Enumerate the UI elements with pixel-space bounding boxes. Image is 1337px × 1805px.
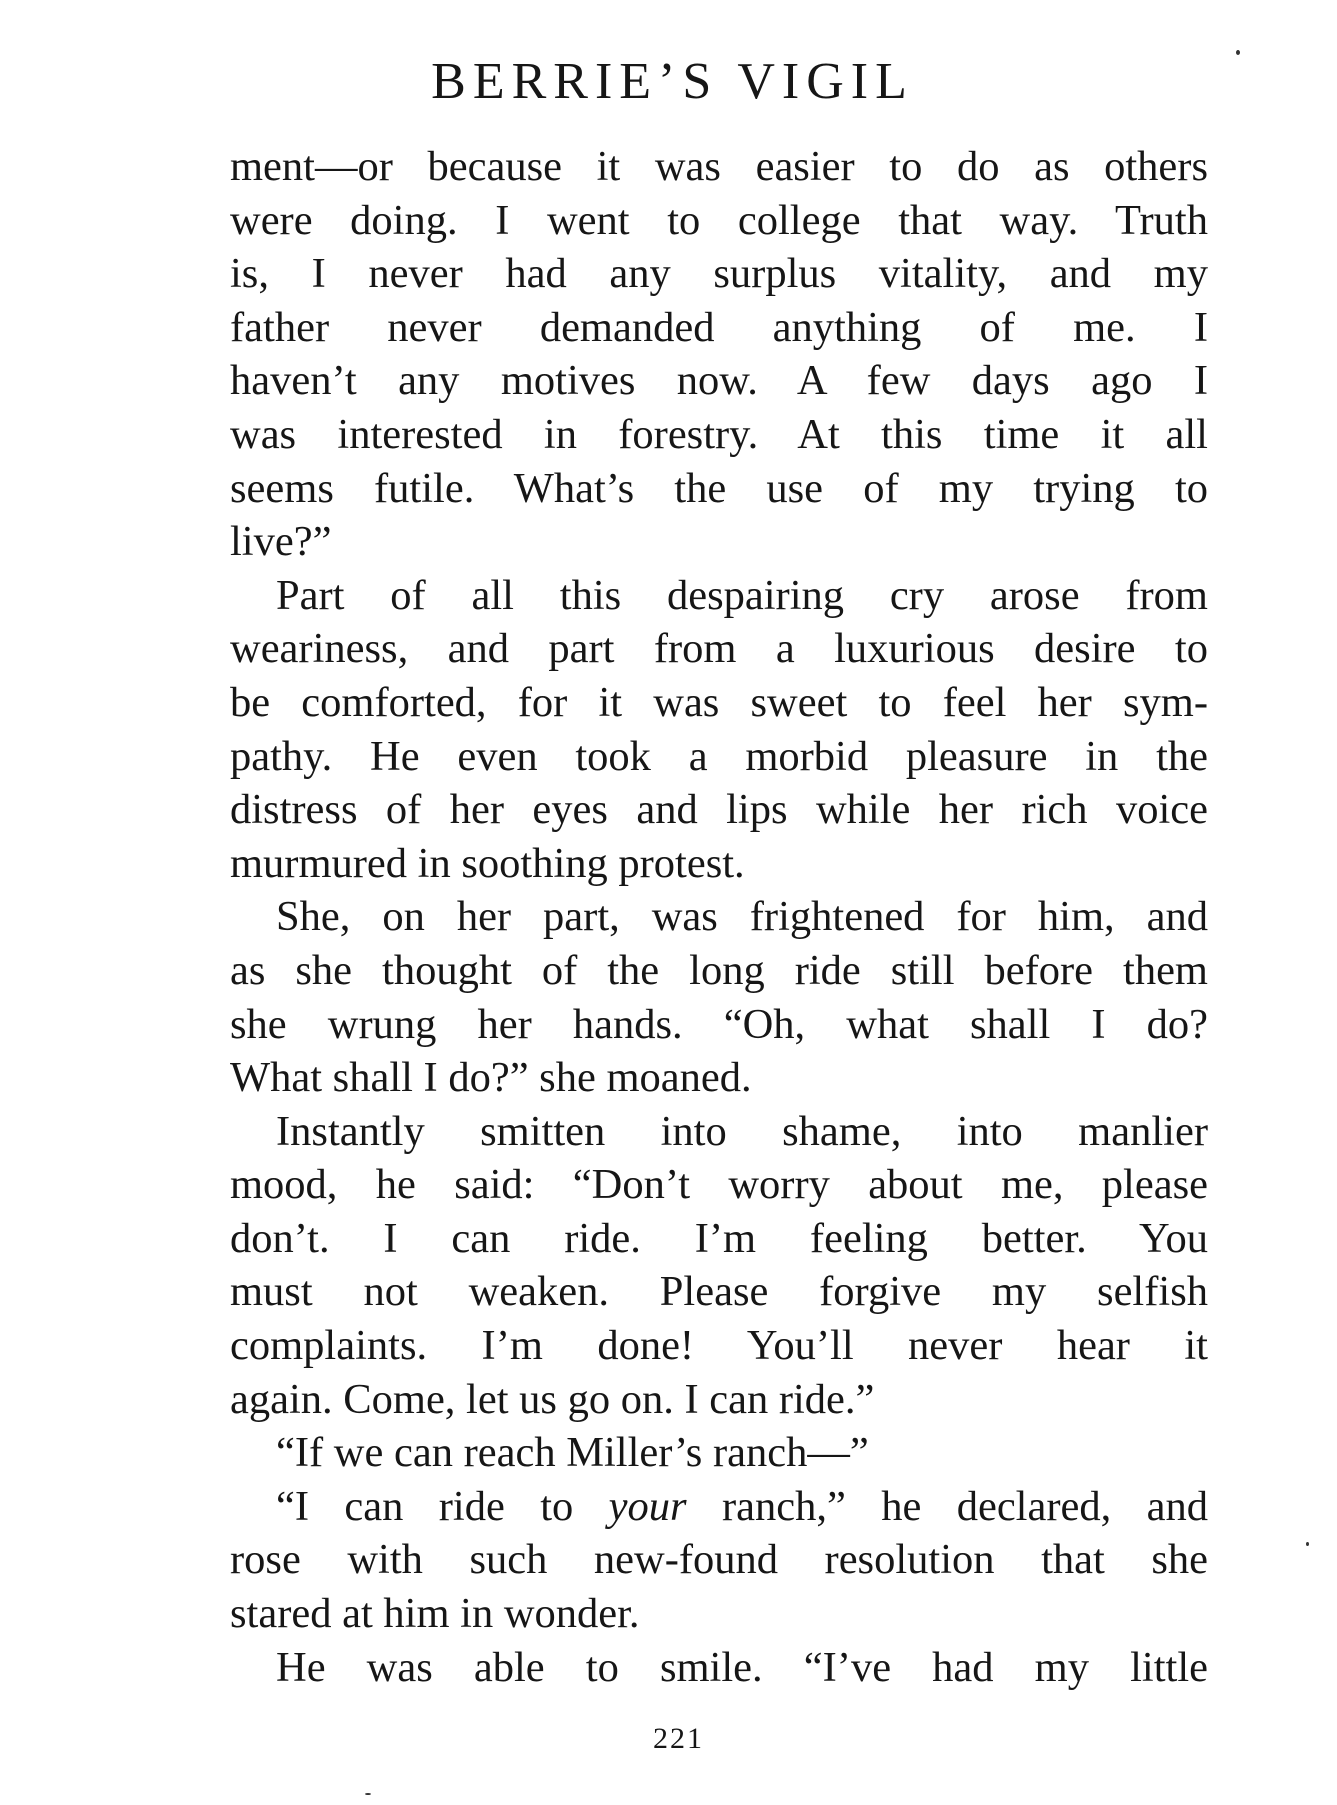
text-line: She, on her part, was frightened for him, and — [276, 893, 1208, 941]
text-line: were doing. I went to college that way. Truth — [230, 196, 1208, 244]
text-line: murmured in soothing protest. — [230, 839, 745, 887]
text-line: stared at him in wonder. — [230, 1590, 640, 1638]
text-line: seems futile. What’s the use of my trying to — [230, 464, 1208, 512]
print-speck — [365, 1793, 371, 1795]
text-line: be comforted, for it was sweet to feel her sym- — [230, 678, 1208, 726]
text-line: Instantly smitten into shame, into manlier — [276, 1107, 1208, 1155]
body-text — [230, 140, 1208, 1694]
text-line: What shall I do?” she moaned. — [230, 1054, 752, 1102]
text-line: complaints. I’m done! You’ll never hear it — [230, 1322, 1208, 1370]
text-line: she wrung her hands. “Oh, what shall I do? — [230, 1000, 1208, 1048]
text-line: haven’t any motives now. A few days ago I — [230, 357, 1208, 405]
italic-word: your — [608, 1482, 687, 1530]
text-line: was interested in forestry. At this time it all — [230, 410, 1208, 458]
print-speck — [1306, 1542, 1309, 1546]
text-line: He was able to smile. “I’ve had my little — [276, 1643, 1208, 1691]
text-line: pathy. He even took a morbid pleasure in the — [230, 732, 1208, 780]
text-line: “If we can reach Miller’s ranch—” — [276, 1429, 869, 1477]
text-line: father never demanded anything of me. I — [230, 303, 1208, 351]
text-line: mood, he said: “Don’t worry about me, please — [230, 1161, 1208, 1209]
running-head: BERRIE’S VIGIL — [431, 53, 914, 110]
text-line: as she thought of the long ride still before them — [230, 946, 1208, 994]
page-number: 221 — [653, 1722, 704, 1755]
text-line: distress of her eyes and lips while her rich voice — [230, 786, 1208, 834]
text-line: “I can ride to your ranch,” he declared, and — [276, 1482, 1208, 1530]
text-line: Part of all this despairing cry arose from — [276, 571, 1208, 619]
text-line: is, I never had any surplus vitality, and my — [230, 250, 1208, 298]
text-line: ment—or because it was easier to do as others — [230, 143, 1208, 190]
text-line: must not weaken. Please forgive my selfish — [230, 1268, 1208, 1316]
text-line: rose with such new-found resolution that she — [230, 1536, 1208, 1584]
text-line: weariness, and part from a luxurious desire to — [230, 625, 1208, 673]
text-line: live?” — [230, 518, 332, 566]
text-line: don’t. I can ride. I’m feeling better. You — [230, 1214, 1208, 1262]
text-line: again. Come, let us go on. I can ride.” — [230, 1375, 875, 1423]
print-speck — [1236, 50, 1240, 55]
